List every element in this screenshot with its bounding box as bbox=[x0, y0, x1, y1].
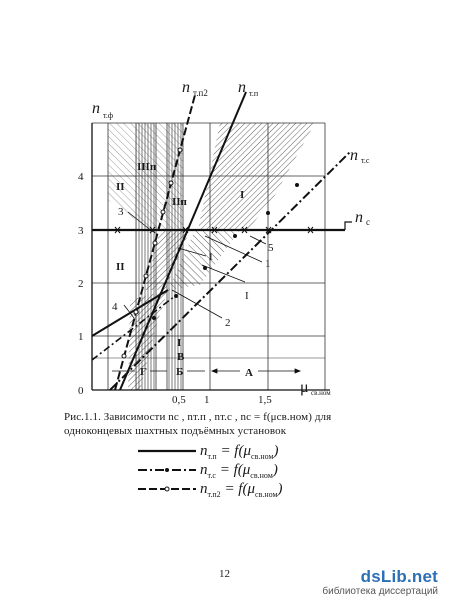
watermark-tagline: библиотека диссертаций bbox=[322, 586, 438, 597]
legend bbox=[138, 443, 338, 500]
ntp-label-sub: т.п bbox=[249, 89, 259, 98]
callout-I: I bbox=[245, 290, 249, 302]
ntp-label: n bbox=[238, 79, 246, 96]
hatch-region-I bbox=[198, 123, 315, 230]
y-tick-2: 2 bbox=[78, 278, 84, 290]
callout-2: 2 bbox=[225, 317, 231, 329]
legend-ntc-text: $n_{т.с} = f(\mu_{св.ном})$ bbox=[200, 462, 278, 480]
callout-5: 5 bbox=[268, 242, 274, 254]
callout-3: 3 bbox=[118, 206, 124, 218]
x-tick-labels bbox=[172, 394, 272, 406]
y-axis-subscript: т.ф bbox=[103, 111, 114, 120]
watermark-logo[interactable]: dsLib.net bbox=[360, 567, 438, 586]
x-axis-subscript: св.ном bbox=[311, 389, 331, 397]
ntp2-label-sub: т.п2 bbox=[193, 88, 208, 98]
legend-row-ntc bbox=[138, 462, 338, 481]
x-tick-1-5: 1,5 bbox=[258, 394, 272, 406]
callout-1: 1 bbox=[265, 258, 271, 270]
y-tick-labels bbox=[78, 171, 84, 397]
legend-row-ntp2 bbox=[138, 481, 338, 500]
legend-row-ntp bbox=[138, 443, 338, 462]
zone-V: В bbox=[177, 351, 185, 363]
zone-IIn: IIп bbox=[172, 196, 187, 208]
zone-A: А bbox=[245, 367, 253, 379]
x-tick-1: 1 bbox=[204, 394, 210, 406]
zone-II-top: II bbox=[116, 181, 125, 193]
ntc-label: n bbox=[350, 147, 358, 164]
y-tick-3: 3 bbox=[78, 225, 84, 237]
callout-1b: 1 bbox=[208, 251, 214, 263]
page-number: 12 bbox=[219, 568, 230, 580]
x-axis-title: μ bbox=[300, 379, 309, 396]
ntp2-label: n bbox=[182, 79, 190, 96]
y-tick-4: 4 bbox=[78, 171, 84, 183]
nc-label: n bbox=[355, 209, 363, 226]
legend-dash-circle-line-icon bbox=[138, 486, 196, 492]
zone-G: Г bbox=[140, 366, 147, 378]
zone-I-low: I bbox=[177, 337, 182, 349]
nc-label-sub: с bbox=[366, 217, 370, 227]
zone-B: Б bbox=[176, 366, 184, 378]
zone-I-top: I bbox=[240, 189, 245, 201]
callout-4: 4 bbox=[112, 301, 118, 313]
zone-IIIn: IIIп bbox=[137, 161, 157, 173]
watermark[interactable] bbox=[322, 567, 438, 597]
ntc-label-sub: т.с bbox=[361, 156, 370, 165]
legend-dashdot-line-icon bbox=[138, 467, 196, 473]
y-axis-title: n bbox=[92, 100, 100, 117]
y-tick-1: 1 bbox=[78, 331, 84, 343]
figure-caption: Рис.1.1. Зависимости nc , nт.п , nт.с , nc = f(μсв.ном) для одноконцевых шахтных подъёмных установок bbox=[64, 411, 332, 437]
legend-ntp2-text: $n_{т.п2} = f(\mu_{св.ном})$ bbox=[200, 481, 283, 499]
y-tick-0: 0 bbox=[78, 385, 84, 397]
zone-II-mid: II bbox=[116, 261, 125, 273]
x-tick-0-5: 0,5 bbox=[172, 394, 186, 406]
legend-solid-line-icon bbox=[138, 448, 196, 454]
legend-ntp-text: $n_{т.п} = f(\mu_{св.ном})$ bbox=[200, 443, 279, 461]
